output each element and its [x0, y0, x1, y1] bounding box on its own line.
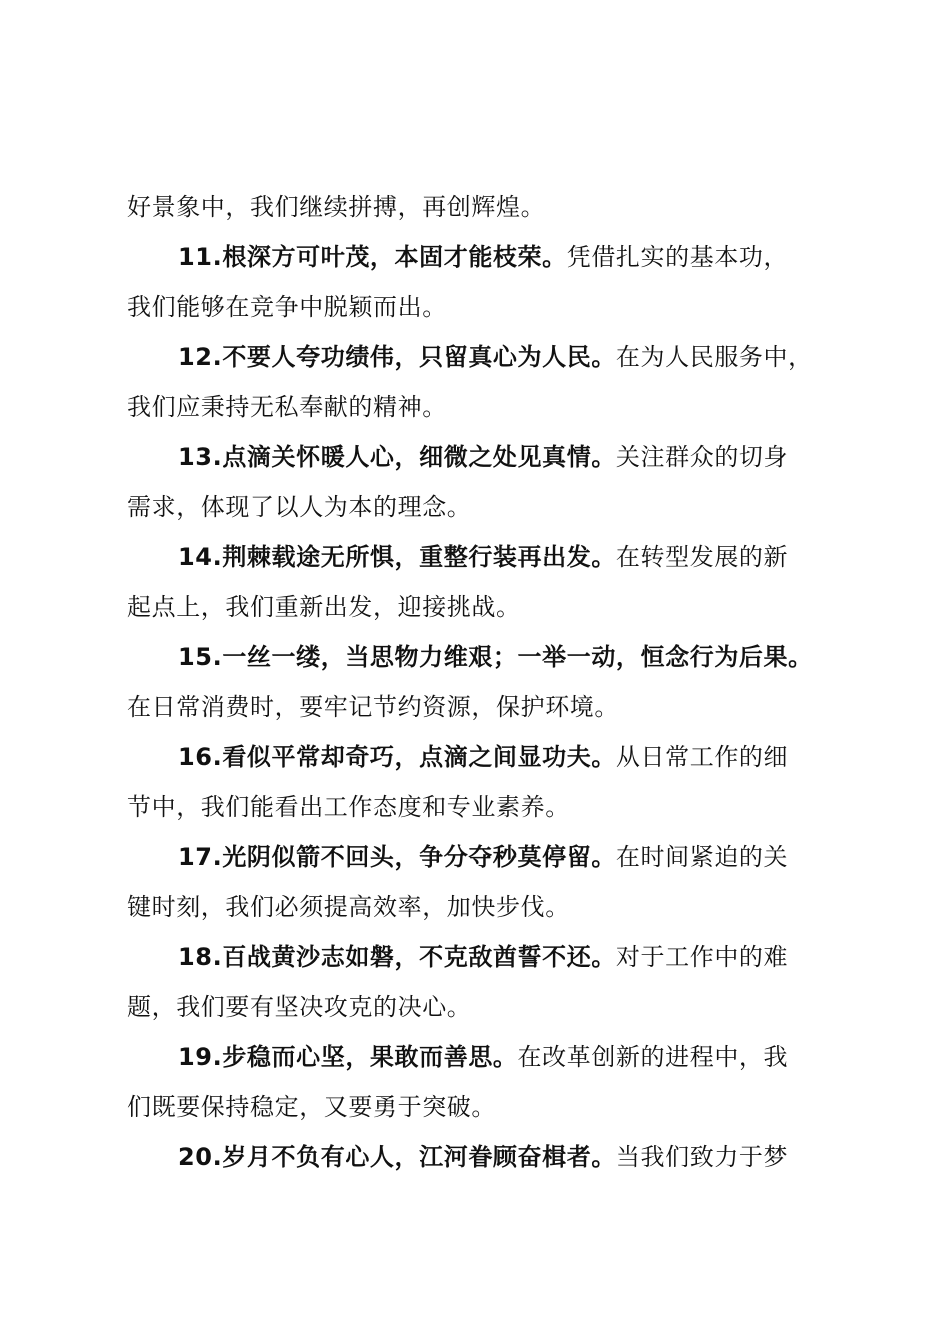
- item-heading: 14.荆棘载途无所惧，重整行装再出发。: [178, 543, 616, 571]
- item-heading: 12.不要人夸功绩伟，只留真心为人民。: [178, 343, 616, 371]
- item-text: 在转型发展的新: [615, 543, 789, 571]
- continuation-line: 好景象中，我们继续拼搏，再创辉煌。: [127, 193, 546, 221]
- list-item: [127, 232, 862, 332]
- item-text: 凭借扎实的基本功，: [566, 243, 789, 271]
- list-item: [127, 1132, 862, 1182]
- list-item: [127, 1032, 862, 1132]
- item-heading: 18.百战黄沙志如磐，不克敌酋誓不还。: [178, 943, 616, 971]
- item-text: 在为人民服务中，: [615, 343, 813, 371]
- item-text: 从日常工作的细: [615, 743, 789, 771]
- item-text-continued: 节中，我们能看出工作态度和专业素养。: [127, 793, 570, 821]
- item-text-continued: 们既要保持稳定，又要勇于突破。: [127, 1093, 496, 1121]
- item-heading: 13.点滴关怀暖人心，细微之处见真情。: [178, 443, 616, 471]
- item-text-continued: 起点上，我们重新出发，迎接挑战。: [127, 593, 521, 621]
- item-text-continued: 我们应秉持无私奉献的精神。: [127, 393, 447, 421]
- item-heading: 19.步稳而心坚，果敢而善思。: [178, 1043, 518, 1071]
- document-page: [127, 182, 862, 1182]
- list-item: [127, 432, 862, 532]
- item-text-continued: 需求，体现了以人为本的理念。: [127, 493, 472, 521]
- item-heading: 20.岁月不负有心人，江河眷顾奋楫者。: [178, 1143, 616, 1171]
- item-heading: 16.看似平常却奇巧，点滴之间显功夫。: [178, 743, 616, 771]
- item-text: 关注群众的切身: [615, 443, 789, 471]
- item-text-continued: 键时刻，我们必须提高效率，加快步伐。: [127, 893, 570, 921]
- list-item: [127, 532, 862, 632]
- item-text-continued: 题，我们要有坚决攻克的决心。: [127, 993, 472, 1021]
- item-text-continued: 我们能够在竞争中脱颖而出。: [127, 293, 447, 321]
- list-item: [127, 632, 862, 732]
- item-heading: 15.一丝一缕，当思物力维艰；一举一动，恒念行为后果。: [178, 643, 813, 671]
- list-item: [127, 832, 862, 932]
- list-item: [127, 932, 862, 1032]
- list-item: [127, 732, 862, 832]
- item-text: 在时间紧迫的关: [615, 843, 789, 871]
- item-text: 当我们致力于梦: [615, 1143, 789, 1171]
- item-heading: 17.光阴似箭不回头，争分夺秒莫停留。: [178, 843, 616, 871]
- item-text-continued: 在日常消费时，要牢记节约资源，保护环境。: [127, 693, 619, 721]
- list-item: [127, 332, 862, 432]
- item-text: 在改革创新的进程中，我: [517, 1043, 789, 1071]
- item-heading: 11.根深方可叶茂，本固才能枝荣。: [178, 243, 567, 271]
- item-text: 对于工作中的难: [615, 943, 789, 971]
